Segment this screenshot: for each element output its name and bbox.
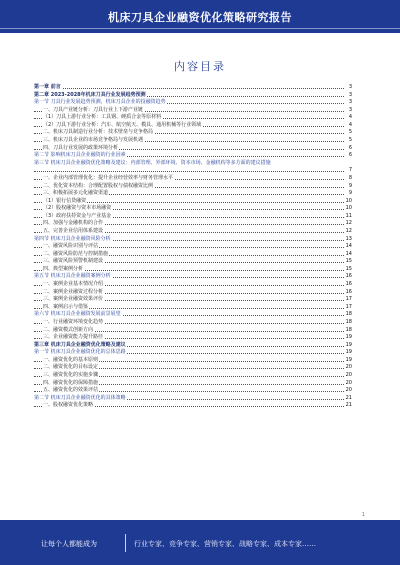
toc-entry-title: 三、积极拓展多元化融资渠道 [43,190,109,197]
toc-entry-title: 第二节 影响机床刀具企业融资的行业因素 [34,152,126,159]
toc-entry-page: 4 [344,122,352,130]
toc-entry-page: 11 [345,212,352,219]
toc-entry-page: 3 [344,107,352,115]
toc-entry-page: 9 [344,183,352,191]
toc-entry-page: 19 [345,341,352,348]
toc-entry-title: （3）政府扶持资金与产业基金 [43,212,112,219]
toc-entry-page: 7 [344,167,352,175]
toc-entry-title: 二、优化资本结构：合理配置股权与债权融资比例 [43,182,154,189]
toc-entry-page: 19 [345,356,352,363]
toc-entry[interactable] [34,311,352,319]
table-of-contents [34,84,352,410]
toc-entry-page: 18 [345,318,352,325]
toc-entry-page: 9 [344,190,352,198]
toc-entry-title: 第二节 机床刀具企业融资优化的具体策略 [34,394,126,401]
toc-entry-page: 17 [345,296,352,303]
toc-entry[interactable] [34,327,352,335]
toc-entry[interactable] [34,258,352,266]
toc-entry[interactable] [34,205,352,213]
toc-entry-title: 一、企业内部管理优化：提升企业经营效率与财务管理水平 [43,174,174,181]
toc-entry-title: 第三章 机床刀具企业融资优化策略及建议 [34,341,126,348]
toc-entry-title: 一、刀具产业链分析：刀具行业上下游产业链 [43,106,144,113]
toc-entry-title: 五、融资优化的效果评估 [43,387,99,394]
toc-entry-title: 二、融资风险防范与控制措施 [43,250,109,257]
toc-entry[interactable] [34,137,352,145]
toc-entry[interactable] [34,114,352,122]
toc-entry-title: 一、案例企业基本情况介绍 [43,281,104,288]
toc-entry-page: 19 [345,349,352,356]
toc-entry-title: 第一章 前言 [34,84,61,90]
toc-entry-page: 18 [345,311,352,318]
toc-entry-title: 二、融资模式创新方向 [43,326,94,333]
toc-entry-page: 10 [345,197,352,204]
toc-entry[interactable] [34,228,352,236]
toc-entry-page: 3 [344,92,352,100]
toc-entry-title: （2）股权融资与资本市场融资 [43,205,112,212]
toc-entry[interactable] [34,243,352,251]
toc-entry-title: 第一节 机床刀具企业融资优化的总体思路 [34,349,126,356]
toc-entry-title: 第二章 2023-2028年机床刀具行业发展趋势预测 [34,91,146,98]
toc-entry-title: 三、融资优化的实施步骤 [43,371,99,378]
toc-entry-page: 16 [345,281,352,288]
toc-entry[interactable] [34,183,352,191]
toc-entry-title: 第五节 机床刀具企业融资案例分析 [34,273,111,280]
toc-entry-page: 19 [345,334,352,341]
toc-entry-page: 16 [345,288,352,295]
toc-entry-page: 17 [345,303,352,310]
toc-entry[interactable] [34,236,352,244]
toc-entry-page: 3 [344,99,352,107]
toc-entry[interactable] [34,387,352,395]
toc-entry-page: 20 [345,364,352,371]
toc-entry[interactable] [34,220,352,228]
toc-entry-title: 第三节 机床刀具企业融资优化策略及建议：内部管理、外部环境、资本市场、金融机构等多方面的建议措施 [34,160,325,168]
toc-entry-title: 三、企业融资能力提升路径 [43,334,104,341]
toc-entry-page: 20 [345,379,352,386]
toc-entry-title: 三、机床刀具企业的市场竞争格局与发展机遇 [43,137,144,144]
toc-entry[interactable] [34,84,352,92]
toc-entry[interactable] [34,281,352,289]
toc-entry[interactable] [34,99,352,107]
toc-entry-page: 15 [345,258,352,265]
toc-entry-title: 四、加强与金融机构的合作 [43,220,104,227]
toc-entry-page: 6 [344,145,352,153]
toc-entry-page: 13 [345,235,352,242]
header-bar [0,0,400,33]
footer-experts: 行业专家、竞争专家、营销专家、战略专家、成本专家…… [134,540,316,548]
toc-entry-page: 15 [345,265,352,272]
toc-entry-title: 第六节 机床刀具企业融资发展前景展望 [34,311,121,318]
footer-bar [0,520,400,565]
toc-entry[interactable] [34,372,352,380]
toc-entry-title: 二、案例企业融资过程分析 [43,288,104,295]
report-title: 机床刀具企业融资优化策略研究报告 [108,11,292,24]
toc-entry[interactable] [34,380,352,388]
toc-entry[interactable] [34,152,352,160]
toc-entry-page: 16 [345,273,352,280]
toc-entry-page: 10 [345,205,352,212]
toc-entry-title: 第四节 机床刀具企业融资风险分析 [34,235,111,242]
footer-slogan: 让每个人都能成为 [41,540,97,548]
toc-entry[interactable] [34,175,352,183]
toc-entry-title: （2）刀具下游行业分析：汽车、航空航天、模具、通用机械等行业领域 [43,121,202,128]
toc-entry-page: 21 [345,402,352,409]
toc-entry-title: 第一节 刀具行业发展趋势预测，机床刀具企业的投融资趋势 [34,99,166,106]
toc-entry[interactable] [34,319,352,327]
toc-entry-title: 二、融资优化的目标设定 [43,364,99,371]
footer-separator [125,534,126,552]
toc-entry[interactable] [34,190,352,198]
toc-leader-dots [34,171,344,172]
toc-entry-page: 14 [345,243,352,250]
toc-entry-page: 20 [345,387,352,394]
toc-entry[interactable] [34,273,352,281]
toc-entry[interactable] [34,334,352,342]
toc-leader-dots [34,88,344,89]
toc-entry[interactable] [34,296,352,304]
toc-entry-title: 四、典型案例分析 [43,265,84,272]
toc-heading: 内容目录 [174,60,226,73]
page-number: 1 [361,512,365,518]
toc-entry[interactable] [34,364,352,372]
toc-entry[interactable] [34,129,352,137]
header-rule [0,28,400,29]
toc-entry-title: 一、行业融资环境变化趋势 [43,318,104,325]
toc-entry-page: 8 [344,175,352,183]
toc-entry-title: 五、完善企业信用体系建设 [43,227,104,234]
toc-entry-page: 21 [345,394,352,401]
toc-entry-title: 四、刀具行业发展的政策环境分析 [43,144,119,151]
toc-entry-page: 12 [345,220,352,227]
toc-entry-title: 四、融资优化的保障措施 [43,379,99,386]
toc-entry-title: 三、融资风险预警机制建设 [43,258,104,265]
toc-entry-title: 二、机床刀具制造行业分析：技术壁垒与竞争格局 [43,129,154,136]
toc-entry-title: 三、案例企业融资效果评价 [43,296,104,303]
toc-entry-title: 四、案例启示与借鉴 [43,303,89,310]
toc-entry-page: 20 [345,371,352,378]
toc-entry[interactable] [34,349,352,357]
toc-entry-title: 一、股权融资优化策略 [43,402,94,409]
toc-entry-title: 一、融资风险识别与评估 [43,243,99,250]
toc-entry-page: 4 [344,114,352,122]
toc-entry[interactable] [34,160,352,175]
toc-entry-title: 一、融资优化的基本原则 [43,356,99,363]
toc-entry-page: 5 [344,129,352,137]
toc-entry-page: 14 [345,250,352,257]
toc-entry-title: （1）刀具上游行业分析：工具钢、硬质合金等原材料 [43,114,162,121]
toc-entry-page: 6 [344,152,352,160]
toc-entry[interactable] [34,402,352,410]
toc-entry-title: （1）银行信贷融资 [43,197,87,204]
toc-entry-page: 18 [345,326,352,333]
toc-entry-page: 3 [344,84,352,92]
toc-entry-page: 5 [344,137,352,145]
toc-entry-page: 12 [345,227,352,234]
